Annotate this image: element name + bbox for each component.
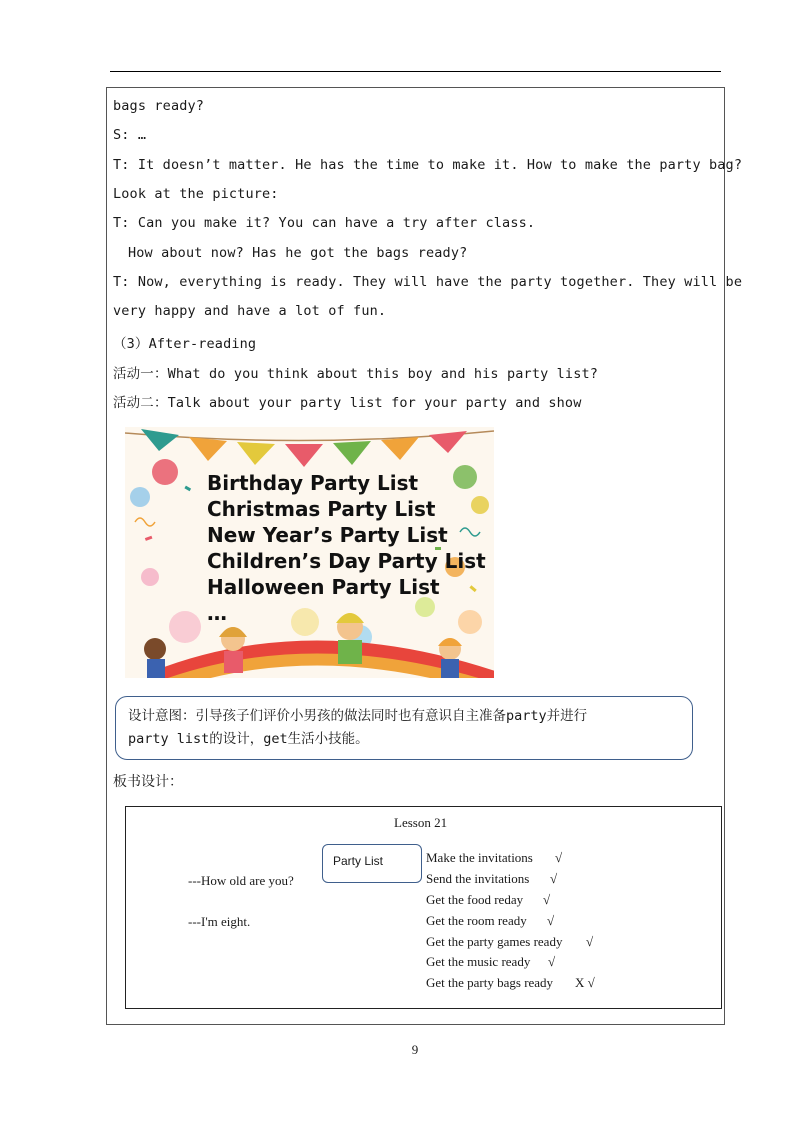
board-answer: ---I'm eight. bbox=[188, 914, 251, 929]
check-mark: X √ bbox=[575, 975, 595, 990]
task-text: Get the food reday bbox=[426, 892, 524, 907]
section-heading: （3）After-reading bbox=[113, 336, 257, 352]
task-text: Get the party bags ready bbox=[426, 975, 554, 990]
text-line: T: Now, everything is ready. They will have the party together. They will be bbox=[113, 274, 743, 290]
check-mark: √ bbox=[547, 913, 555, 928]
task-text: Get the room ready bbox=[426, 913, 527, 928]
text-line: very happy and have a lot of fun. bbox=[113, 303, 387, 319]
task-item bbox=[426, 913, 555, 929]
activity-two: 活动二：Talk about your party list for your party and show bbox=[113, 395, 582, 411]
task-item bbox=[426, 892, 551, 908]
picture-list-item: Birthday Party List bbox=[207, 471, 419, 495]
check-mark: √ bbox=[550, 871, 558, 886]
text-line: S: … bbox=[113, 127, 147, 143]
task-item bbox=[426, 871, 558, 887]
text-line: T: It doesn’t matter. He has the time to make it. How to make the party bag? bbox=[113, 157, 743, 173]
party-list-picture bbox=[125, 427, 494, 678]
picture-list-item: New Year’s Party List bbox=[207, 523, 448, 547]
task-text: Send the invitations bbox=[426, 871, 530, 886]
design-intent-box bbox=[115, 696, 693, 760]
picture-list-item: … bbox=[207, 601, 227, 625]
activity-one: 活动一：What do you think about this boy and his party list? bbox=[113, 366, 599, 382]
design-intent-line: 设计意图：引导孩子们评价小男孩的做法同时也有意识自主准备party并进行 bbox=[128, 708, 588, 724]
picture-list-item: Children’s Day Party List bbox=[207, 549, 486, 573]
picture-list-item: Christmas Party List bbox=[207, 497, 436, 521]
task-item bbox=[426, 934, 594, 950]
header-rule bbox=[110, 71, 721, 72]
check-mark: √ bbox=[586, 934, 594, 949]
check-mark: √ bbox=[555, 850, 563, 865]
text-line: Look at the picture: bbox=[113, 186, 279, 202]
page-number: 9 bbox=[411, 1042, 419, 1057]
blackboard-design bbox=[125, 806, 722, 1009]
design-intent-line: party list的设计，get生活小技能。 bbox=[128, 731, 369, 747]
picture-list-item: Halloween Party List bbox=[207, 575, 440, 599]
check-mark: √ bbox=[548, 954, 556, 969]
task-item bbox=[426, 850, 563, 866]
check-mark: √ bbox=[543, 892, 551, 907]
task-text: Get the party games ready bbox=[426, 934, 563, 949]
party-list-box: Party List bbox=[322, 844, 422, 883]
text-line: How about now? Has he got the bags ready? bbox=[128, 245, 468, 261]
task-text: Make the invitations bbox=[426, 850, 533, 865]
text-line: bags ready? bbox=[113, 98, 205, 114]
text-line: T: Can you make it? You can have a try after class. bbox=[113, 215, 536, 231]
board-question: ---How old are you? bbox=[188, 873, 294, 888]
board-design-label: 板书设计： bbox=[113, 774, 183, 790]
task-item bbox=[426, 954, 556, 970]
task-text: Get the music ready bbox=[426, 954, 531, 969]
lesson-title: Lesson 21 bbox=[394, 815, 448, 830]
task-item bbox=[426, 975, 595, 991]
